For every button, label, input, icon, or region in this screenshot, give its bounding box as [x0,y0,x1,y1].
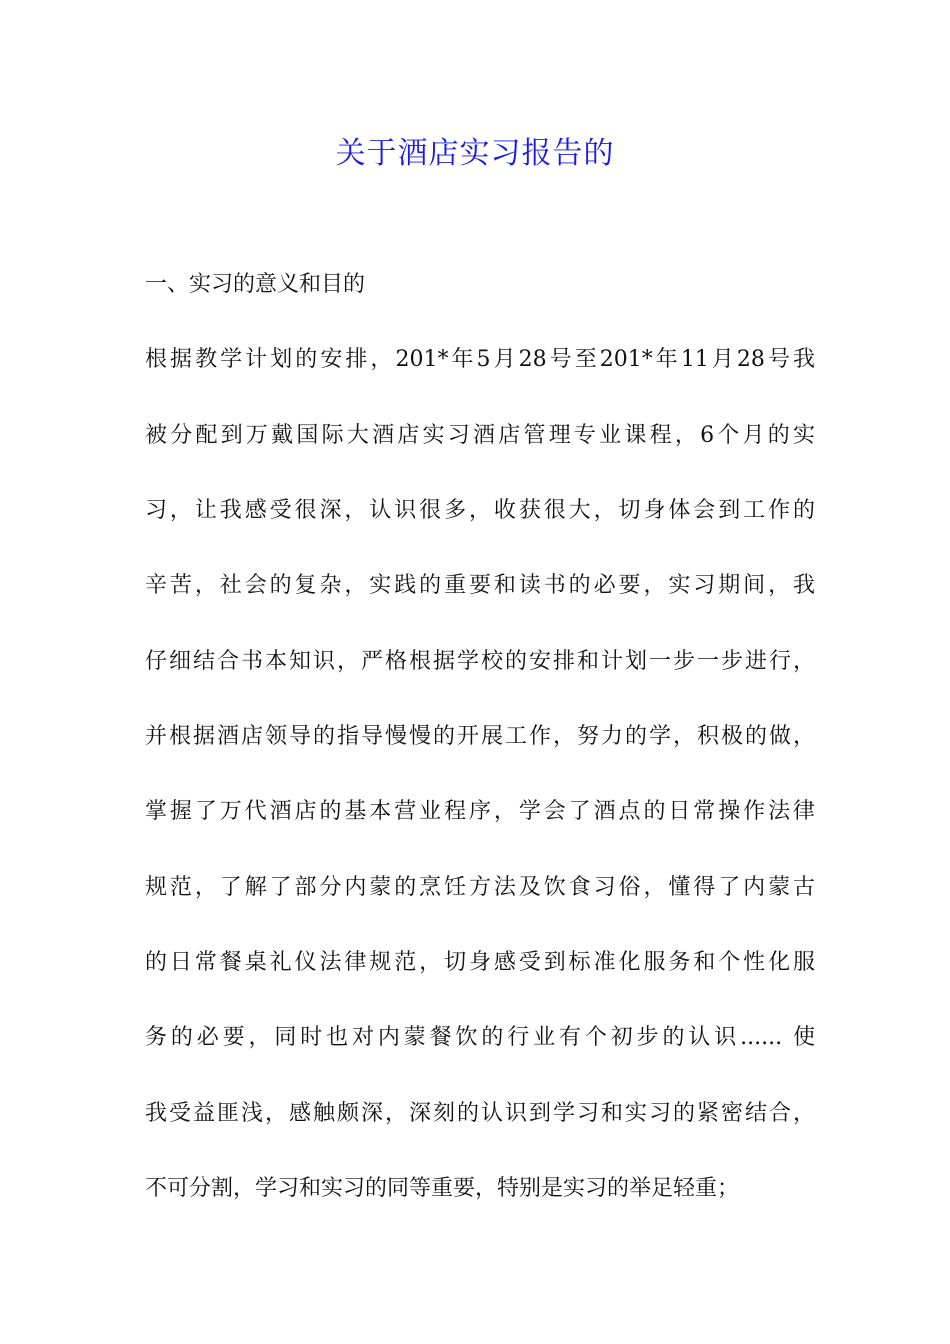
paragraph-line-1: 根据教学计划的安排，201*年5月28号至201*年11月28号我 [145,347,815,372]
paragraph-line-9: 的日常餐桌礼仪法律规范，切身感受到标准化服务和个性化服 [145,950,815,975]
document-title: 关于酒店实习报告的 [335,136,615,171]
paragraph-line-3: 习，让我感受很深，认识很多，收获很大，切身体会到工作的 [145,498,815,523]
paragraph-line-12: 不可分割，学习和实习的同等重要，特别是实习的举足轻重； [145,1176,740,1201]
paragraph-line-5: 仔细结合书本知识，严格根据学校的安排和计划一步一步进行， [145,649,815,674]
paragraph-line-4: 辛苦，社会的复杂，实践的重要和读书的必要，实习期间，我 [145,573,815,598]
paragraph-line-6: 并根据酒店领导的指导慢慢的开展工作，努力的学，积极的做， [145,724,815,749]
section-heading: 一、实习的意义和目的 [145,272,366,297]
paragraph-line-7: 掌握了万代酒店的基本营业程序，学会了酒点的日常操作法律 [145,799,815,824]
paragraph-line-11: 我受益匪浅，感触颇深，深刻的认识到学习和实习的紧密结合， [145,1101,815,1126]
paragraph-line-2: 被分配到万戴国际大酒店实习酒店管理专业课程，6个月的实 [145,423,815,448]
paragraph-line-10: 务的必要，同时也对内蒙餐饮的行业有个初步的认识...... 使 [145,1025,815,1050]
paragraph-line-8: 规范，了解了部分内蒙的烹饪方法及饮食习俗，懂得了内蒙古 [145,875,815,900]
